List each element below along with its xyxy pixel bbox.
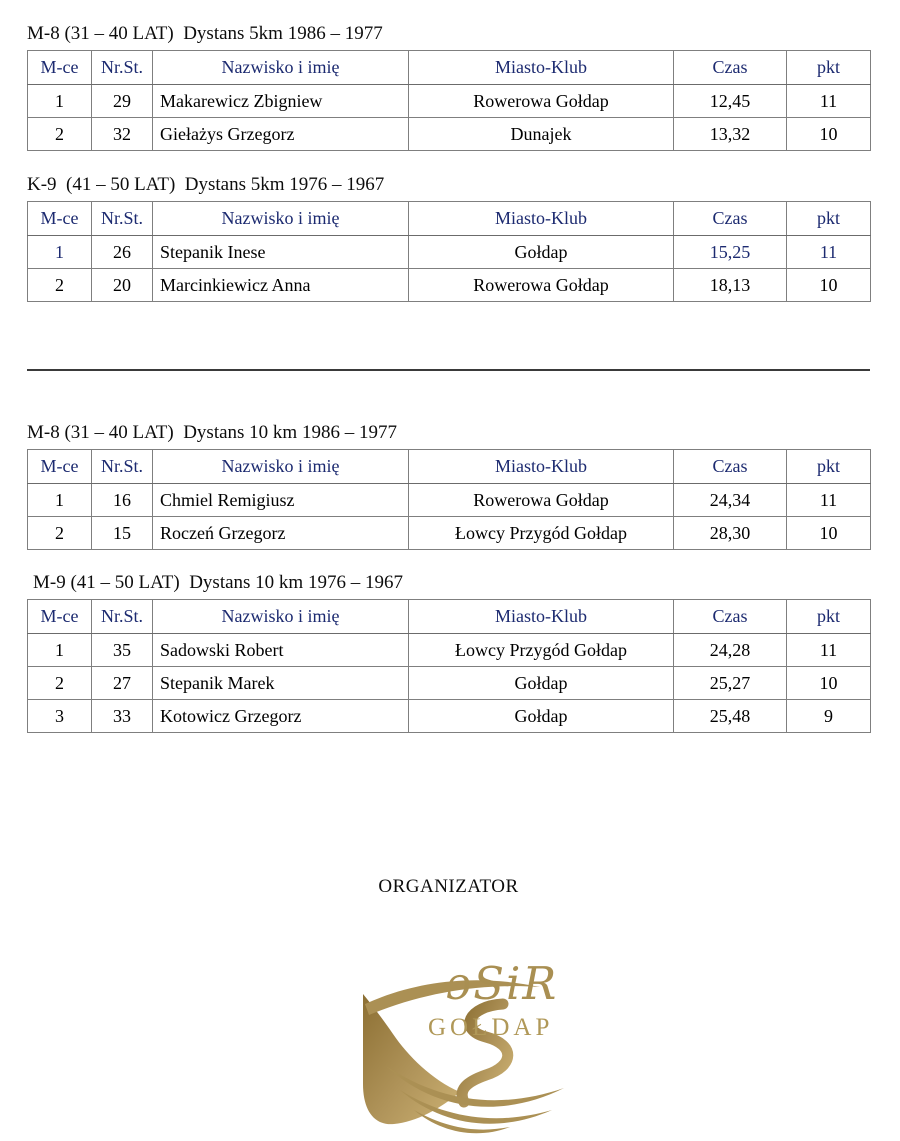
col-header-name: Nazwisko i imię: [153, 600, 409, 634]
col-header-pkt: pkt: [787, 51, 871, 85]
cell-club: Łowcy Przygód Gołdap: [409, 634, 674, 667]
cell-club: Gołdap: [409, 700, 674, 733]
table-row: [28, 484, 871, 517]
logo-city-text: GOŁDAP: [428, 1014, 554, 1041]
cell-mce: 1: [28, 85, 92, 118]
col-header-nr: Nr.St.: [92, 450, 153, 484]
col-header-mce: M-ce: [28, 600, 92, 634]
category-title: M-8 (31 – 40 LAT) Dystans 5km 1986 – 1977: [27, 23, 383, 44]
category-section-m8-10km: [27, 423, 870, 550]
results-table: [27, 50, 871, 151]
cell-czas: 25,27: [674, 667, 787, 700]
cell-name: Chmiel Remigiusz: [153, 484, 409, 517]
cell-czas: 15,25: [674, 236, 787, 269]
cell-pkt: 9: [787, 700, 871, 733]
col-header-czas: Czas: [674, 202, 787, 236]
cell-pkt: 11: [787, 85, 871, 118]
table-row: [28, 667, 871, 700]
cell-name: Makarewicz Zbigniew: [153, 85, 409, 118]
col-header-club: Miasto-Klub: [409, 450, 674, 484]
cell-club: Rowerowa Gołdap: [409, 269, 674, 302]
cell-pkt: 10: [787, 517, 871, 550]
col-header-nr: Nr.St.: [92, 600, 153, 634]
col-header-mce: M-ce: [28, 202, 92, 236]
cell-club: Łowcy Przygód Gołdap: [409, 517, 674, 550]
cell-nr: 33: [92, 700, 153, 733]
col-header-pkt: pkt: [787, 202, 871, 236]
cell-nr: 35: [92, 634, 153, 667]
results-table: [27, 599, 871, 733]
table-row: [28, 517, 871, 550]
cell-czas: 13,32: [674, 118, 787, 151]
header-row: [28, 51, 871, 85]
cell-pkt: 11: [787, 236, 871, 269]
cell-nr: 20: [92, 269, 153, 302]
col-header-name: Nazwisko i imię: [153, 51, 409, 85]
table-row: [28, 236, 871, 269]
cell-pkt: 10: [787, 118, 871, 151]
cell-mce: 2: [28, 667, 92, 700]
col-header-name: Nazwisko i imię: [153, 202, 409, 236]
cell-pkt: 11: [787, 634, 871, 667]
logo-brand-text: ɔSiR: [446, 957, 559, 1010]
cell-pkt: 10: [787, 269, 871, 302]
cell-club: Rowerowa Gołdap: [409, 484, 674, 517]
cell-nr: 32: [92, 118, 153, 151]
cell-nr: 29: [92, 85, 153, 118]
cell-czas: 12,45: [674, 85, 787, 118]
organizer-label: ORGANIZATOR: [378, 876, 519, 897]
table-row: [28, 118, 871, 151]
cell-club: Rowerowa Gołdap: [409, 85, 674, 118]
cell-czas: 18,13: [674, 269, 787, 302]
osir-goldap-logo: [348, 942, 566, 1141]
results-table: [27, 201, 871, 302]
cell-club: Dunajek: [409, 118, 674, 151]
cell-mce: 1: [28, 236, 92, 269]
header-row: [28, 600, 871, 634]
cell-name: Stepanik Marek: [153, 667, 409, 700]
table-row: [28, 85, 871, 118]
category-title: M-8 (31 – 40 LAT) Dystans 10 km 1986 – 1977: [27, 422, 397, 443]
cell-name: Kotowicz Grzegorz: [153, 700, 409, 733]
cell-mce: 2: [28, 517, 92, 550]
category-section-m8-5km: [27, 24, 870, 151]
col-header-pkt: pkt: [787, 450, 871, 484]
cell-czas: 24,28: [674, 634, 787, 667]
cell-nr: 26: [92, 236, 153, 269]
cell-name: Roczeń Grzegorz: [153, 517, 409, 550]
cell-mce: 2: [28, 269, 92, 302]
cell-nr: 16: [92, 484, 153, 517]
cell-name: Stepanik Inese: [153, 236, 409, 269]
table-row: [28, 700, 871, 733]
cell-czas: 24,34: [674, 484, 787, 517]
header-row: [28, 450, 871, 484]
cell-club: Gołdap: [409, 667, 674, 700]
cell-club: Gołdap: [409, 236, 674, 269]
col-header-czas: Czas: [674, 450, 787, 484]
category-section-m9-10km: [27, 573, 870, 733]
category-section-k9-5km: [27, 175, 870, 302]
col-header-czas: Czas: [674, 600, 787, 634]
col-header-pkt: pkt: [787, 600, 871, 634]
col-header-club: Miasto-Klub: [409, 51, 674, 85]
cell-nr: 27: [92, 667, 153, 700]
results-table: [27, 449, 871, 550]
col-header-nr: Nr.St.: [92, 51, 153, 85]
col-header-club: Miasto-Klub: [409, 600, 674, 634]
col-header-nr: Nr.St.: [92, 202, 153, 236]
section-divider: [27, 369, 870, 371]
cell-name: Giełażys Grzegorz: [153, 118, 409, 151]
col-header-mce: M-ce: [28, 51, 92, 85]
col-header-club: Miasto-Klub: [409, 202, 674, 236]
header-row: [28, 202, 871, 236]
cell-mce: 3: [28, 700, 92, 733]
cell-pkt: 10: [787, 667, 871, 700]
cell-name: Marcinkiewicz Anna: [153, 269, 409, 302]
category-title: M-9 (41 – 50 LAT) Dystans 10 km 1976 – 1967: [33, 572, 403, 593]
table-row: [28, 269, 871, 302]
cell-czas: 28,30: [674, 517, 787, 550]
cell-name: Sadowski Robert: [153, 634, 409, 667]
table-row: [28, 634, 871, 667]
cell-nr: 15: [92, 517, 153, 550]
category-title: K-9 (41 – 50 LAT) Dystans 5km 1976 – 1967: [27, 174, 385, 195]
col-header-czas: Czas: [674, 51, 787, 85]
col-header-name: Nazwisko i imię: [153, 450, 409, 484]
cell-mce: 1: [28, 634, 92, 667]
cell-mce: 2: [28, 118, 92, 151]
cell-pkt: 11: [787, 484, 871, 517]
cell-mce: 1: [28, 484, 92, 517]
cell-czas: 25,48: [674, 700, 787, 733]
col-header-mce: M-ce: [28, 450, 92, 484]
